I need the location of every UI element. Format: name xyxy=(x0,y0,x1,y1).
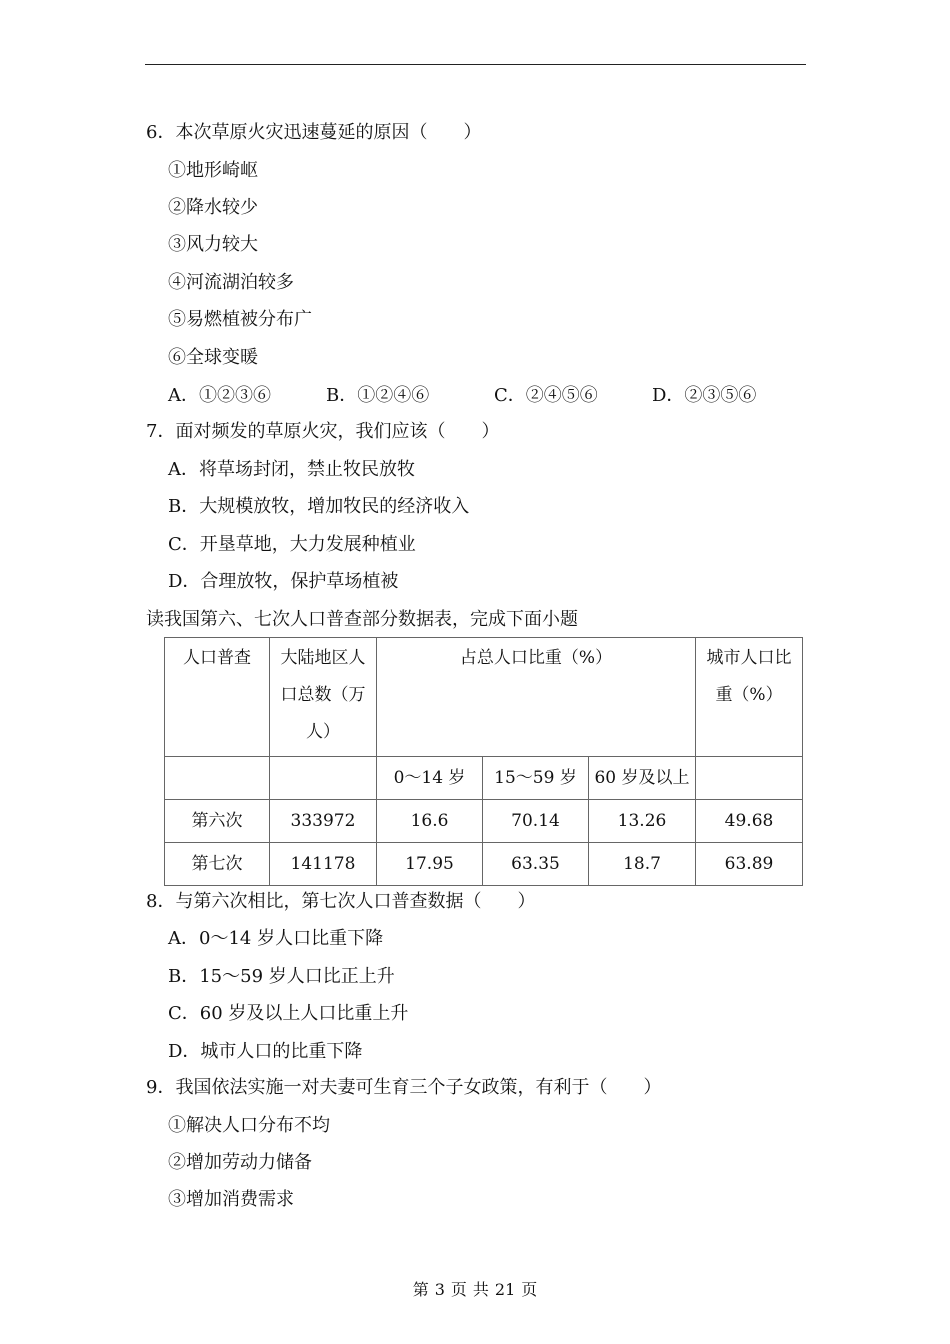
q6-choice-c: C．②④⑤⑥ xyxy=(494,385,598,406)
table-cell: 70.14 xyxy=(483,800,589,843)
q6-item-2: ②降水较少 xyxy=(168,197,258,218)
table-intro: 读我国第六、七次人口普查部分数据表，完成下面小题 xyxy=(146,609,578,630)
footer-text: 共 xyxy=(472,1280,489,1299)
subheader-age-0-14: 0～14 岁 xyxy=(377,757,483,800)
footer-text: 页 xyxy=(450,1280,467,1299)
q6-item-3: ③风力较大 xyxy=(168,234,258,255)
question-9-stem: 9．我国依法实施一对夫妻可生育三个子女政策，有利于（ ） xyxy=(146,1077,662,1098)
q8-choice-d: D．城市人口的比重下降 xyxy=(168,1041,363,1062)
q6-item-5: ⑤易燃植被分布广 xyxy=(168,309,312,330)
q6-choice-a: A．①②③⑥ xyxy=(168,385,271,406)
question-8-stem: 8．与第六次相比，第七次人口普查数据（ ） xyxy=(146,891,536,912)
table-cell: 13.26 xyxy=(589,800,696,843)
page-number: 3 xyxy=(434,1280,445,1299)
table-cell: 63.35 xyxy=(483,843,589,886)
table-cell: 63.89 xyxy=(696,843,803,886)
table-cell: 第六次 xyxy=(165,800,270,843)
table-cell: 16.6 xyxy=(377,800,483,843)
subheader-age-15-59: 15～59 岁 xyxy=(483,757,589,800)
q8-choice-c: C．60 岁及以上人口比重上升 xyxy=(168,1003,409,1024)
table-subheader-row xyxy=(165,757,803,800)
q9-item-2: ②增加劳动力储备 xyxy=(168,1152,312,1173)
table-header-row xyxy=(165,638,803,757)
table-cell: 第七次 xyxy=(165,843,270,886)
q9-item-1: ①解决人口分布不均 xyxy=(168,1115,330,1136)
q6-item-6: ⑥全球变暖 xyxy=(168,347,258,368)
header-census: 人口普查 xyxy=(165,638,270,757)
q8-choice-a: A．0～14 岁人口比重下降 xyxy=(168,928,384,949)
q9-item-3: ③增加消费需求 xyxy=(168,1189,294,1210)
question-7-stem: 7．面对频发的草原火灾，我们应该（ ） xyxy=(146,421,500,442)
table-cell: 333972 xyxy=(270,800,377,843)
q6-item-4: ④河流湖泊较多 xyxy=(168,272,294,293)
q7-choice-b: B．大规模放牧，增加牧民的经济收入 xyxy=(168,496,470,517)
table-cell: 49.68 xyxy=(696,800,803,843)
q7-choice-d: D．合理放牧，保护草场植被 xyxy=(168,571,399,592)
table-cell: 17.95 xyxy=(377,843,483,886)
q7-choice-a: A．将草场封闭，禁止牧民放牧 xyxy=(168,459,415,480)
census-table xyxy=(164,637,803,886)
table-cell: 141178 xyxy=(270,843,377,886)
table-cell: 18.7 xyxy=(589,843,696,886)
page-total: 21 xyxy=(494,1280,516,1299)
q6-choice-d: D．②③⑤⑥ xyxy=(652,385,757,406)
header-age-share: 占总人口比重（%） xyxy=(377,638,696,757)
question-6-stem: 6．本次草原火灾迅速蔓延的原因（ ） xyxy=(146,122,482,143)
q6-item-1: ①地形崎岖 xyxy=(168,160,258,181)
header-rule xyxy=(145,64,806,65)
header-urban-share: 城市人口比重（%） xyxy=(696,638,803,757)
table-row xyxy=(165,843,803,886)
page-footer xyxy=(0,1279,950,1301)
q6-choices xyxy=(168,384,756,408)
q7-choice-c: C．开垦草地，大力发展种植业 xyxy=(168,534,416,555)
subheader-empty xyxy=(270,757,377,800)
footer-text: 页 xyxy=(521,1280,538,1299)
subheader-empty xyxy=(696,757,803,800)
subheader-empty xyxy=(165,757,270,800)
q6-choice-b: B．①②④⑥ xyxy=(326,385,430,406)
table-row xyxy=(165,800,803,843)
q8-choice-b: B．15～59 岁人口比正上升 xyxy=(168,966,395,987)
subheader-age-60-plus: 60 岁及以上 xyxy=(589,757,696,800)
header-total-population: 大陆地区人口总数（万人） xyxy=(270,638,377,757)
footer-text: 第 xyxy=(412,1280,429,1299)
